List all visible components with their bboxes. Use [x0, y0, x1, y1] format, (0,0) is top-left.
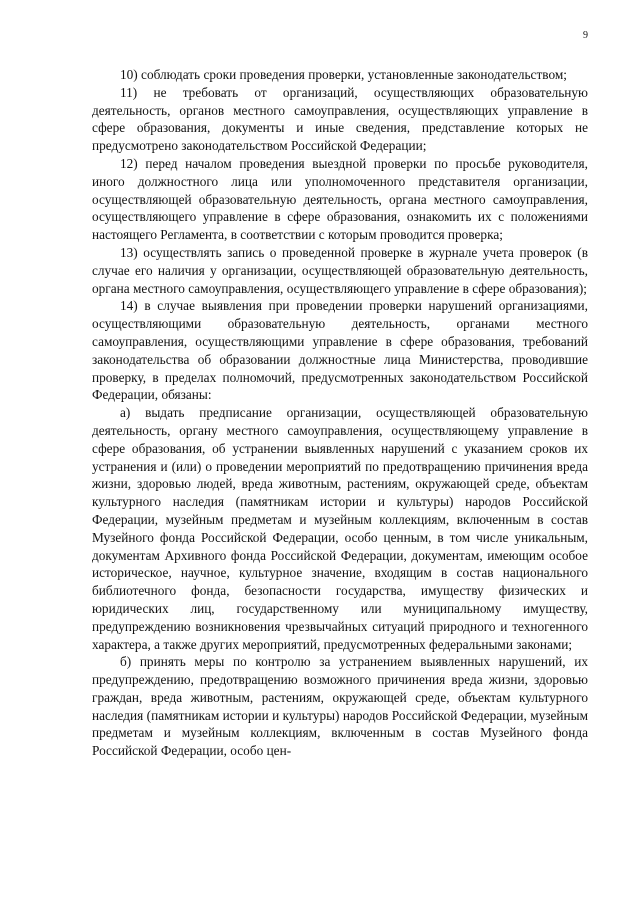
paragraph-subitem-b: б) принять меры по контролю за устранением выявленных нарушений, их предупреждению, предотвращению возможного причинения вреда жизни, здоровью граждан, вреда животным, растениям, окружающей среде, объектам культурного наследия (памятникам истории и культуры) народов Российской Федерации, музейным предметам и музейным коллекциям, включенным в состав Музейного фонда Российской Федерации, особо цен-: [92, 654, 588, 759]
paragraph-item-14: 14) в случае выявления при проведении проверки нарушений организациями, осуществляющими образовательную деятельность, органами местного самоуправления, осуществляющими управление в сфере образования, требований законодательства об образовании должностные лица Министерства, проводившие проверку, в пределах полномочий, предусмотренных законодательством Российской Федерации, обязаны:: [92, 298, 588, 403]
paragraph-item-10: 10) соблюдать сроки проведения проверки, установленные законодательством;: [120, 67, 567, 82]
paragraph-item-13: 13) осуществлять запись о проведенной проверке в журнале учета проверок (в случае его наличия у организации, осуществляющей образовательную деятельность, органа местного самоуправления, осуществляющего управление в сфере образования);: [92, 244, 588, 296]
paragraph-subitem-a: а) выдать предписание организации, осуществляющей образовательную деятельность, органу местного самоуправления, осуществляющему управление в сфере образования, об устранении выявленных нарушений с указанием сроков их устранения и (или) о проведении мероприятий по предотвращению причинения вреда жизни, здоровью людей, вреда животным, растениям, окружающей среде, объектам культурного наследия (памятникам истории и культуры) народов Российской Федерации, музейным предметам и музейным коллекциям, включенным в состав Музейного фонда Российской Федерации, особо ценным, в том числе уникальным, документам Архивного фонда Российской Федерации, документам, имеющим особое историческое, научное, культурное значение, входящим в состав национального библиотечного фонда, безопасности государства, имуществу физических и юридических лиц, государственному или муниципальному имуществу, предупреждению возникновения чрезвычайных ситуаций природного и техногенного характера, а также других мероприятий, предусмотренных федеральными законами;: [92, 405, 588, 652]
page-number: 9: [583, 30, 588, 41]
paragraph-item-11: 11) не требовать от организаций, осуществляющих образовательную деятельность, органов местного самоуправления, осуществляющих управление в сфере образования, документы и иные сведения, представление которых не предусмотрено законодательством Российской Федерации;: [92, 84, 588, 154]
document-body: [92, 66, 588, 760]
paragraph-item-12: 12) перед началом проведения выездной проверки по просьбе руководителя, иного должностного лица или уполномоченного представителя организации, осуществляющей образовательную деятельность, органа местного самоуправления, осуществляющего управление в сфере образования, ознакомить их с положениями настоящего Регламента, в соответствии с которым проводится проверка;: [92, 155, 588, 243]
